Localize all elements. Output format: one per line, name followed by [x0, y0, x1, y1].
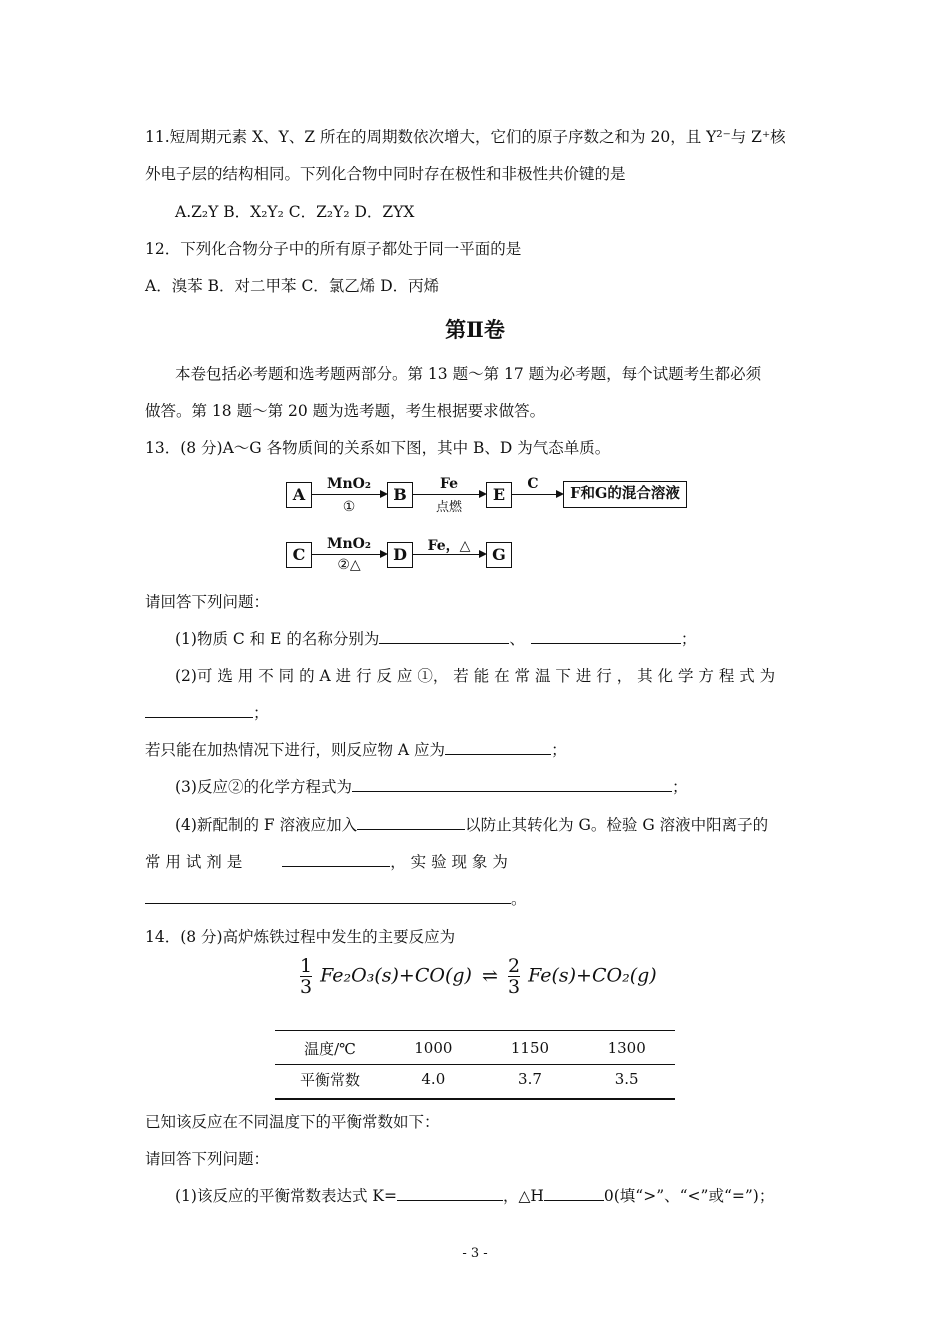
- q13-part4-end: 。: [511, 890, 527, 908]
- table-bottom-rule: [275, 1098, 675, 1100]
- arrow-5-top: Fe，△: [427, 538, 471, 554]
- arrow-1-top: MnO₂: [326, 476, 371, 492]
- blank-reagent[interactable]: [282, 851, 390, 867]
- q14-part1: [175, 1184, 774, 1206]
- q13-part4-line3: [145, 887, 527, 909]
- fraction-one-third: [300, 956, 312, 997]
- q11-line2: 外电子层的结构相同。下列化合物中同时存在极性和非极性共价键的是: [145, 165, 626, 183]
- q12-stem: 12．下列化合物分子中的所有原子都处于同一平面的是: [145, 240, 522, 258]
- blank-dh-sign[interactable]: [544, 1185, 604, 1201]
- arrow-2: [413, 494, 485, 495]
- q13-part1-end: ；: [680, 630, 697, 648]
- fraction-two-thirds: [508, 956, 520, 997]
- q13-stem: 13．(8 分)A～G 各物质间的关系如下图，其中 B、D 为气态单质。: [145, 439, 611, 457]
- q13-part4-reagent-text: 常 用 试 剂 是: [145, 853, 243, 871]
- q13-part2-line1: (2)可 选 用 不 同 的 A 进 行 反 应 ①， 若 能 在 常 温 下 进 行 ， 其 化 学 方 程 式 为: [175, 667, 776, 685]
- box-g: G: [486, 542, 512, 568]
- header-1150: 1150: [510, 1039, 550, 1057]
- q13-ask: 请回答下列问题：: [145, 593, 270, 611]
- part2-title: 第Ⅱ卷: [445, 317, 505, 342]
- q13-part1-text: (1)物质 C 和 E 的名称分别为: [175, 630, 380, 648]
- q13-part2-line2: [145, 701, 269, 723]
- q13-part3-end: ；: [671, 778, 688, 796]
- q14-part1-end: 0(填“>”、“<”或“=”)；: [603, 1187, 775, 1205]
- frac2-num: 2: [507, 955, 521, 977]
- q11-options: A.Z₂Y B．X₂Y₂ C．Z₂Y₂ D．ZYX: [175, 203, 415, 221]
- k-1300: 3.5: [614, 1070, 639, 1088]
- k-1150: 3.7: [518, 1070, 542, 1088]
- header-temperature: 温度/℃: [304, 1039, 356, 1058]
- q13-part1-sep: 、: [509, 630, 525, 648]
- frac1-num: 1: [300, 955, 313, 977]
- equilibrium-constant-table: [275, 1034, 675, 1096]
- q14-part1-dh: ，△H: [502, 1187, 544, 1205]
- blank-reaction2-equation[interactable]: [352, 776, 672, 792]
- blank-phenomenon[interactable]: [145, 888, 511, 904]
- blank-k-expression[interactable]: [397, 1185, 503, 1201]
- equilibrium-arrow: ⇌: [481, 964, 498, 987]
- arrow-4: [312, 554, 386, 555]
- blank-reactant-a[interactable]: [445, 739, 551, 755]
- q14-ask: 请回答下列问题：: [145, 1150, 270, 1168]
- q13-part4-line2: [145, 850, 508, 872]
- blank-equation-room-temp[interactable]: [145, 702, 253, 718]
- arrow-4-top: MnO₂: [326, 536, 371, 552]
- q13-part2-heat-text: 若只能在加热情况下进行，则反应物 A 应为: [145, 741, 446, 759]
- q13-part2-end: ；: [253, 704, 269, 722]
- arrow-3-top: C: [527, 476, 539, 492]
- table-header-row: [275, 1034, 675, 1062]
- box-e: E: [486, 482, 512, 508]
- equation-right: Fe(s)+CO₂(g): [528, 964, 657, 987]
- equation-left: Fe₂O₃(s)+CO(g): [320, 964, 472, 987]
- q13-part3: [175, 775, 687, 797]
- q13-part2-line3: [145, 738, 567, 760]
- header-1300: 1300: [607, 1039, 646, 1057]
- blank-c-name[interactable]: [379, 628, 509, 644]
- q13-part4-text2: 以防止其转化为 G。检验 G 溶液中阳离子的: [465, 816, 769, 834]
- q13-part1: [175, 627, 696, 649]
- arrow-1-bottom: ①: [342, 499, 356, 515]
- blank-f-additive[interactable]: [357, 814, 465, 830]
- table-k-row: [275, 1062, 675, 1096]
- arrow-4-bottom: ②△: [337, 557, 361, 573]
- q14-part1-text: (1)该反应的平衡常数表达式 K=: [175, 1187, 397, 1205]
- table-top-rule: [275, 1030, 675, 1031]
- q14-stem: 14．(8 分)高炉炼铁过程中发生的主要反应为: [145, 928, 456, 946]
- q13-part2-heat-end: ；: [551, 741, 567, 759]
- arrow-2-bottom: 点燃: [435, 500, 462, 515]
- box-b: B: [387, 482, 413, 508]
- part2-intro-1: 本卷包括必考题和选考题两部分。第 13 题～第 17 题为必考题，每个试题考生都必须: [175, 365, 762, 383]
- box-d: D: [387, 542, 413, 568]
- q13-part4-text: (4)新配制的 F 溶液应加入: [175, 816, 358, 834]
- box-c: C: [286, 542, 312, 568]
- part2-intro-2: 做答。第 18 题～第 20 题为选考题，考生根据要求做答。: [145, 402, 546, 420]
- blank-e-name[interactable]: [531, 628, 681, 644]
- arrow-3: [512, 494, 562, 495]
- arrow-1: [312, 494, 386, 495]
- q13-part4-phenomenon-text: ， 实 验 现 象 为: [390, 853, 508, 871]
- page-number: - 3 -: [462, 1246, 488, 1261]
- frac1-den: 3: [300, 976, 313, 998]
- reaction-equation: [300, 956, 657, 997]
- row-label-k: 平衡常数: [299, 1070, 360, 1089]
- q14-note: 已知该反应在不同温度下的平衡常数如下：: [145, 1113, 440, 1131]
- header-1000: 1000: [414, 1039, 453, 1057]
- arrow-2-top: Fe: [439, 476, 459, 492]
- k-1000: 4.0: [421, 1070, 446, 1088]
- q13-part4-line1: [175, 813, 768, 835]
- q13-part3-text: (3)反应②的化学方程式为: [175, 778, 352, 796]
- box-a: A: [286, 482, 312, 508]
- q12-options: A．溴苯 B．对二甲苯 C．氯乙烯 D．丙烯: [145, 277, 440, 295]
- frac2-den: 3: [507, 976, 521, 998]
- box-fg-mixture: F和G的混合溶液: [563, 481, 687, 508]
- q11-line1: 11.短周期元素 X、Y、Z 所在的周期数依次增大，它们的原子序数之和为 20，且 Y²⁻与 Z⁺核: [145, 128, 786, 146]
